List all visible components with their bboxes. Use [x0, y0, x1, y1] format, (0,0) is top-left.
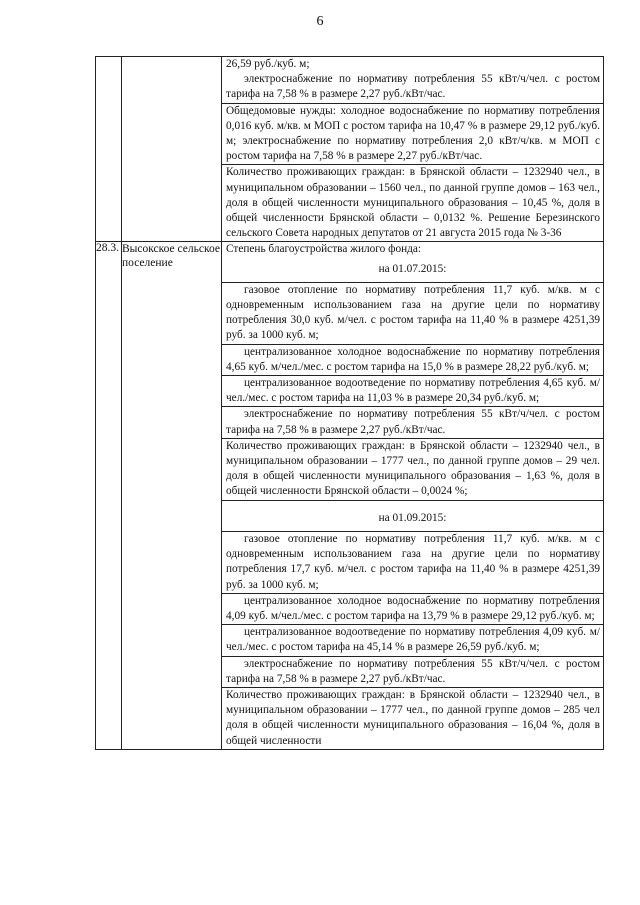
paragraph: централизованное водоотведение по нормативу потребления 4,09 куб. м/чел./мес. с ростом тарифа на 45,14 % в размере 26,59 руб./куб. м;	[222, 624, 603, 655]
paragraph: централизованное водоотведение по нормативу потребления 4,65 куб. м/чел./мес. с ростом тарифа на 11,03 % в размере 20,34 руб./куб. м;	[222, 375, 603, 406]
paragraph: электроснабжение по нормативу потребления 55 кВт/ч/чел. с ростом тарифа на 7,58 % в размере 2,27 руб./кВт/час.	[226, 73, 600, 101]
paragraph: Степень благоустройства жилого фонда:	[226, 243, 422, 256]
settlement-name	[122, 57, 222, 242]
paragraph: централизованное холодное водоснабжение по нормативу потребления 4,09 куб. м/чел./мес. с ростом тарифа на 13,79 % в размере 29,12 руб./куб. м;	[222, 593, 603, 624]
paragraph: Количество проживающих граждан: в Брянской области – 1232940 чел., в муниципальном образовании – 1560 чел., по данной группе домов – 163 чел., доля в общей численности муниципального образования – 10,45 %, доля в общей численности Брянской области – 0,0132 %. Решение Березинского сельского Совета народных депутатов от 21 августа 2015 года № 3-36	[222, 164, 603, 241]
table-row	[96, 242, 604, 749]
settlement-name: Высокское сельское поселение	[122, 242, 222, 749]
date-heading: на 01.09.2015:	[378, 511, 447, 524]
table-row	[96, 57, 604, 242]
paragraph: газовое отопление по нормативу потребления 11,7 куб. м/кв. м с одновременным использованием газа на другие цели по нормативу потребления 30,0 куб. м/чел. с ростом тарифа на 11,40 % в размере 4251,39 руб. за 1000 куб. м;	[222, 282, 603, 344]
paragraph: Количество проживающих граждан: в Брянской области – 1232940 чел., в муниципальном образовании – 1777 чел., по данной группе домов – 285 чел доля в общей численности муниципального образования – 16,04 %, доля в общей численности	[222, 687, 603, 749]
paragraph: электроснабжение по нормативу потребления 55 кВт/ч/чел. с ростом тарифа на 7,58 % в размере 2,27 руб./кВт/час.	[222, 406, 603, 437]
tariff-table	[95, 56, 604, 750]
paragraph: 26,59 руб./куб. м;	[226, 58, 310, 70]
date-heading: на 01.07.2015:	[378, 262, 447, 275]
paragraph: газовое отопление по нормативу потребления 11,7 куб. м/кв. м с одновременным использованием газа на другие цели по нормативу потребления 17,7 куб. м/чел. с ростом тарифа на 11,40 % в размере 4251,39 руб. за 1000 куб. м;	[222, 531, 603, 593]
row-content	[222, 57, 604, 242]
paragraph: Количество проживающих граждан: в Брянской области – 1232940 чел., в муниципальном образовании – 1777 чел., по данной группе домов – 29 чел. доля в общей численности муниципального образования – 1,63 %, доля в общей численности Брянской области – 0,0024 %;	[222, 438, 603, 500]
row-content	[222, 242, 604, 749]
page-number: 6	[316, 14, 324, 29]
paragraph: электроснабжение по нормативу потребления 55 кВт/ч/чел. с ростом тарифа на 7,58 % в размере 2,27 руб./кВт/час.	[222, 656, 603, 687]
row-number	[96, 57, 122, 242]
paragraph: Общедомовые нужды: холодное водоснабжение по нормативу потребления 0,016 куб. м/кв. м МОП с ростом тарифа на 10,47 % в размере 29,12 руб./куб. м; электроснабжение по нормативу потребления 2,0 кВт/ч/кв. м МОП с ростом тарифа на 7,58 % в размере 2,27 руб./кВт/час.	[222, 103, 603, 165]
row-number: 28.3.	[96, 242, 122, 749]
section-spacer	[222, 500, 603, 507]
paragraph: централизованное холодное водоснабжение по нормативу потребления 4,65 куб. м/чел./мес. с ростом тарифа на 15,0 % в размере 28,22 руб./куб. м;	[222, 344, 603, 375]
